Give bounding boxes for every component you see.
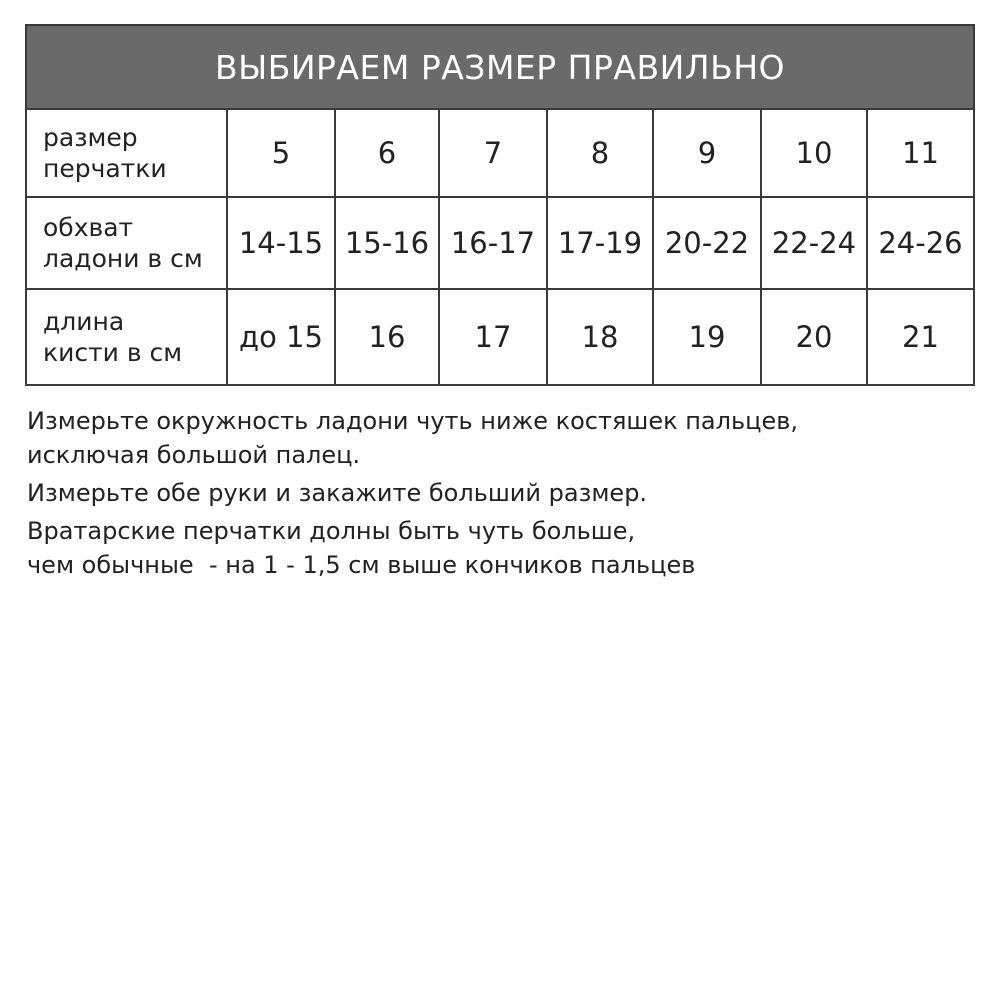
- note-line: Измерьте окружность ладони чуть ниже костяшек пальцев,: [27, 407, 798, 435]
- table-cell: 14-15: [227, 197, 335, 289]
- table-row-hand-length: [27, 289, 973, 384]
- table-cell: 20: [761, 289, 867, 384]
- table-cell: 16-17: [439, 197, 547, 289]
- table-cell: 16: [335, 289, 439, 384]
- table-cell: 24-26: [867, 197, 973, 289]
- table-cell: 7: [439, 110, 547, 197]
- table-cell: 18: [547, 289, 653, 384]
- measurement-notes: [27, 404, 977, 582]
- table-cell: 21: [902, 320, 939, 354]
- size-table: [27, 110, 973, 384]
- table-cell: 5: [227, 110, 335, 197]
- table-cell: 17: [439, 289, 547, 384]
- table-cell: до 15: [227, 289, 335, 384]
- table-cell: 20-22: [653, 197, 761, 289]
- row-label-glove-size: размер перчатки: [27, 110, 227, 197]
- row-label-palm-girth: обхват ладони в см: [27, 197, 227, 289]
- table-cell: 15-16: [335, 197, 439, 289]
- note-line: исключая большой палец.: [27, 441, 361, 469]
- table-row-palm-girth: [27, 197, 973, 289]
- size-chart: [25, 24, 975, 386]
- table-cell: 6: [335, 110, 439, 197]
- table-row-glove-size: [27, 110, 973, 197]
- table-cell: 8: [547, 110, 653, 197]
- table-cell: 10: [761, 110, 867, 197]
- table-cell: 19: [653, 289, 761, 384]
- row-label-hand-length: длина кисти в см: [27, 289, 227, 384]
- chart-title: ВЫБИРАЕМ РАЗМЕР ПРАВИЛЬНО: [27, 26, 973, 110]
- table-cell: 17-19: [547, 197, 653, 289]
- table-cell: 11: [867, 110, 973, 197]
- note-line: Измерьте обе руки и закажите больший размер.: [27, 479, 648, 507]
- table-cell: 22-24: [761, 197, 867, 289]
- table-cell: 9: [653, 110, 761, 197]
- note-line: Вратарские перчатки долны быть чуть больше,: [27, 517, 636, 545]
- note-line: чем обычные - на 1 - 1,5 см выше кончиков пальцев: [27, 551, 696, 579]
